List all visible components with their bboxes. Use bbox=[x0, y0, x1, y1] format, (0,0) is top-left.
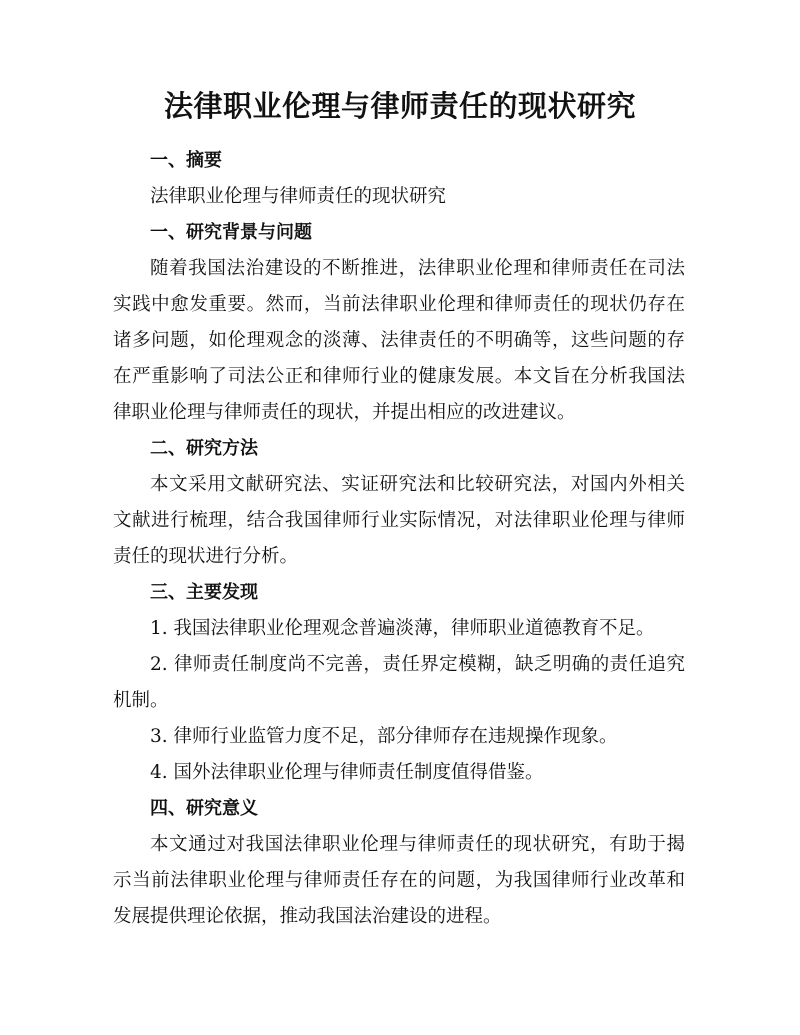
abstract-heading: 一、摘要 bbox=[150, 150, 222, 171]
findings-heading: 三、主要发现 bbox=[150, 582, 258, 603]
abstract-text: 法律职业伦理与律师责任的现状研究 bbox=[150, 186, 447, 207]
significance-heading: 四、研究意义 bbox=[150, 798, 258, 819]
background-text: 随着我国法治建设的不断推进，法律职业伦理和律师责任在司法实践中愈发重要。然而，当前法律职业伦理和律师责任的现状仍存在诸多问题，如伦理观念的淡薄、法律责任的不明确等，这些问题的存在严重影响了司法公正和律师行业的健康发展。本文旨在分析我国法律职业伦理与律师责任的现状，并提出相应的改进建议。 bbox=[113, 258, 685, 423]
methods-text: 本文采用文献研究法、实证研究法和比较研究法，对国内外相关文献进行梳理，结合我国律师行业实际情况，对法律职业伦理与律师责任的现状进行分析。 bbox=[113, 474, 685, 567]
document-title: 法律职业伦理与律师责任的现状研究 bbox=[163, 89, 636, 123]
document-body bbox=[113, 143, 685, 935]
finding-item-1: 1. 我国法律职业伦理观念普遍淡薄，律师职业道德教育不足。 bbox=[150, 618, 655, 639]
finding-item-4: 4. 国外法律职业伦理与律师责任制度值得借鉴。 bbox=[150, 762, 544, 783]
methods-heading: 二、研究方法 bbox=[150, 438, 258, 459]
background-heading: 一、研究背景与问题 bbox=[150, 222, 312, 243]
finding-item-3: 3. 律师行业监管力度不足，部分律师存在违规操作现象。 bbox=[150, 726, 618, 747]
significance-text: 本文通过对我国法律职业伦理与律师责任的现状研究，有助于揭示当前法律职业伦理与律师责任存在的问题，为我国律师行业改革和发展提供理论依据，推动我国法治建设的进程。 bbox=[113, 834, 685, 927]
finding-item-2: 2. 律师责任制度尚不完善，责任界定模糊，缺乏明确的责任追究机制。 bbox=[113, 654, 685, 711]
